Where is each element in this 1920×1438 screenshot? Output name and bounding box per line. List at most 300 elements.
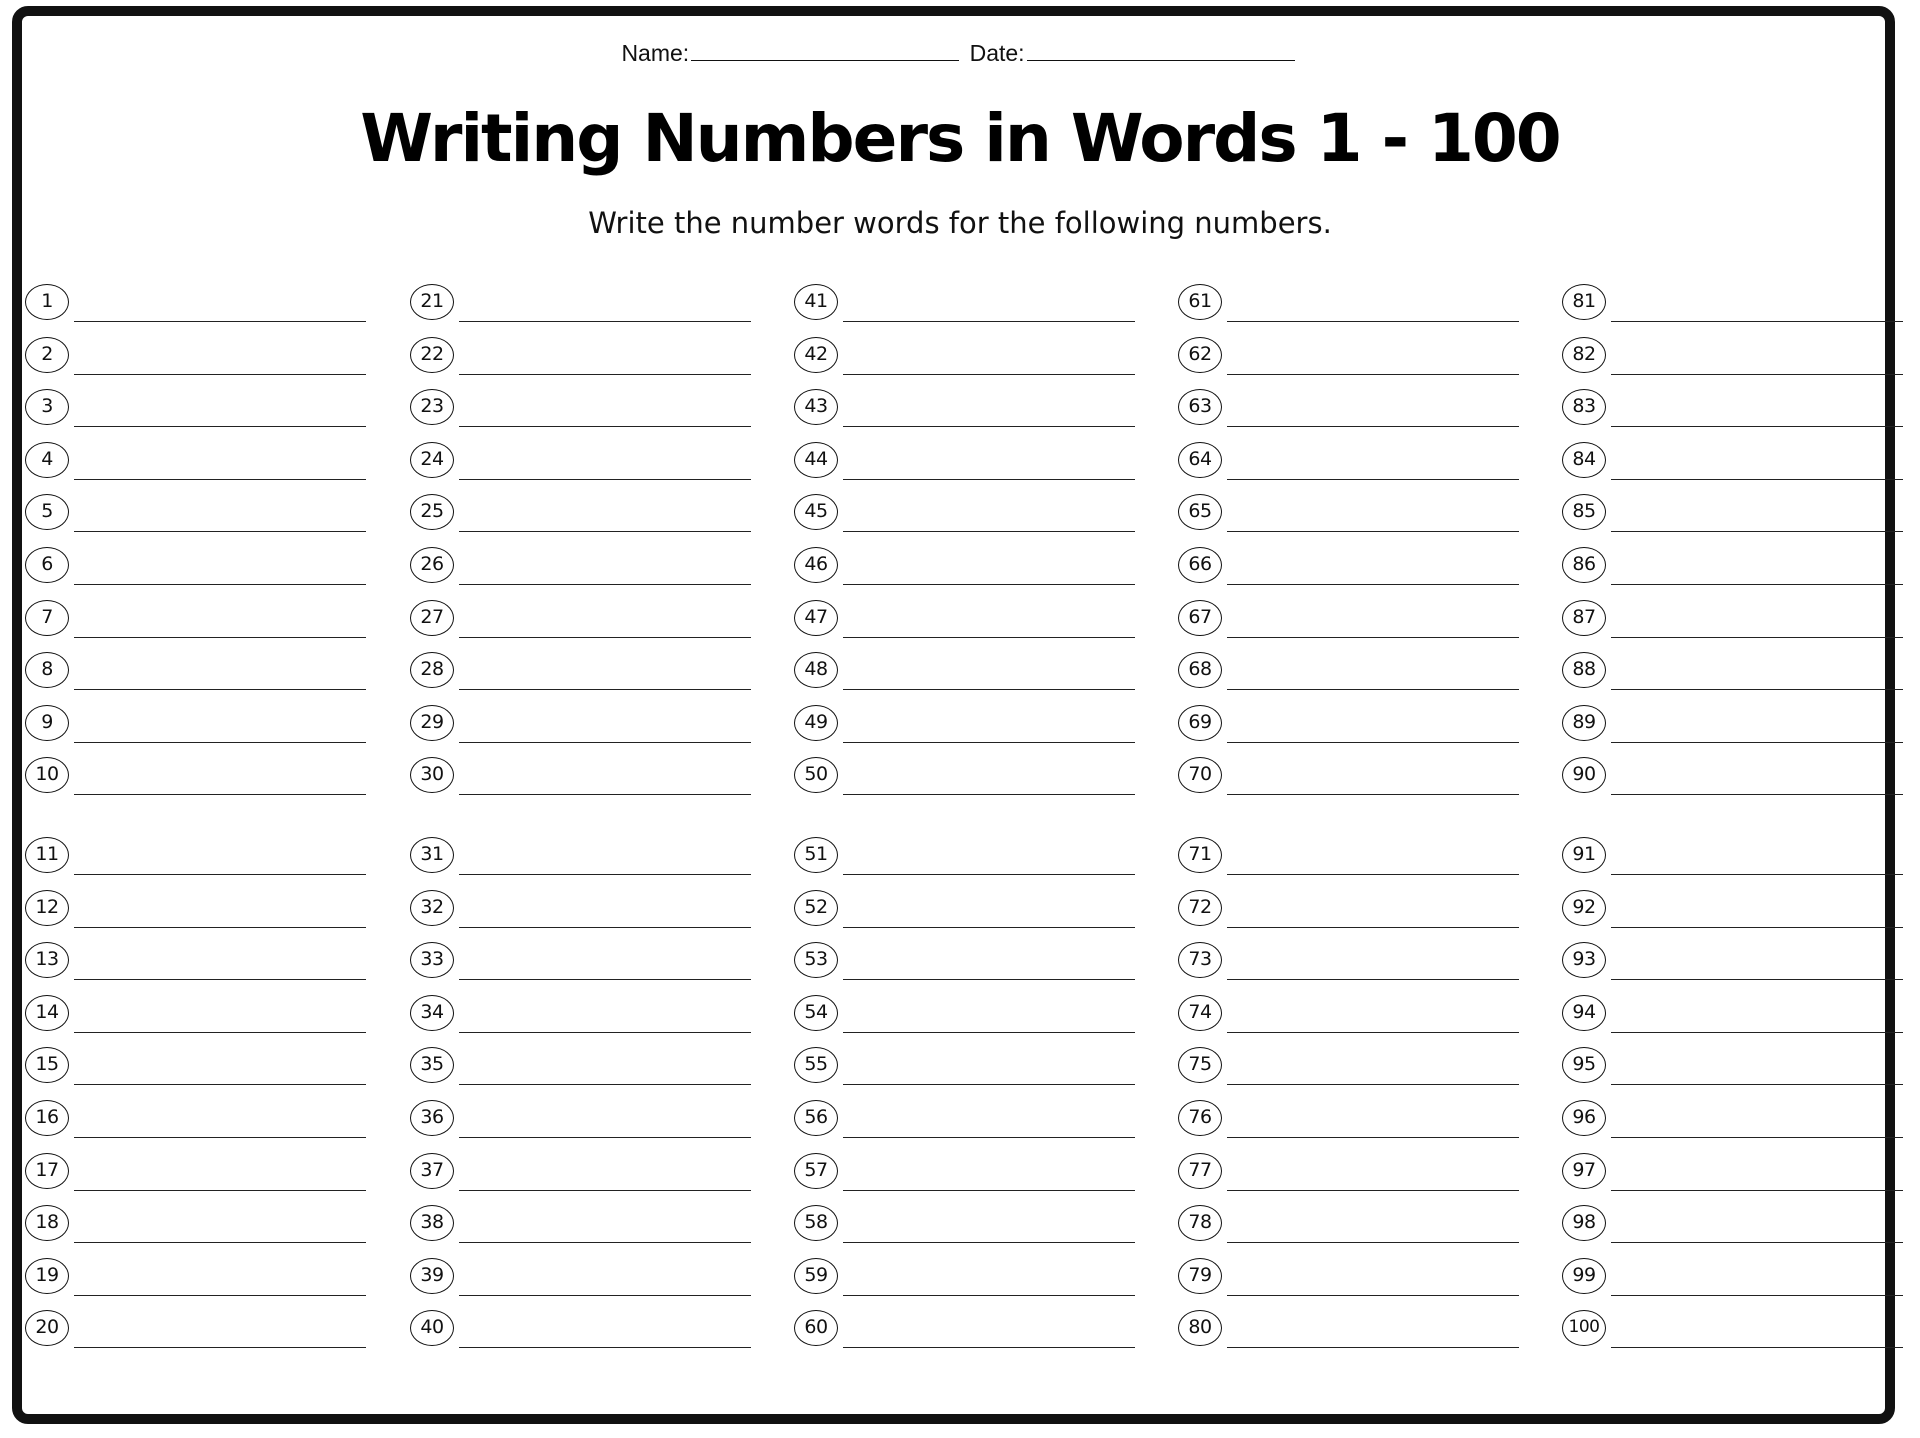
number-row [410, 492, 755, 545]
number-circle: 29 [410, 705, 454, 741]
number-row [1562, 1203, 1907, 1256]
answer-line[interactable] [459, 1347, 751, 1348]
number-circle: 69 [1178, 705, 1222, 741]
number-row [25, 888, 370, 941]
number-circle: 22 [410, 337, 454, 373]
number-row [794, 755, 1139, 808]
number-circle: 11 [25, 837, 69, 873]
number-row [1562, 888, 1907, 941]
number-row [1178, 835, 1523, 888]
number-row [410, 335, 755, 388]
number-circle: 78 [1178, 1205, 1222, 1241]
number-row [25, 387, 370, 440]
answer-line[interactable] [1227, 637, 1519, 638]
answer-line[interactable] [1611, 1295, 1903, 1296]
number-circle: 21 [410, 284, 454, 320]
answer-line[interactable] [1611, 1190, 1903, 1191]
answer-line[interactable] [843, 874, 1135, 875]
number-row [25, 1203, 370, 1256]
answer-line[interactable] [843, 1137, 1135, 1138]
number-circle: 48 [794, 652, 838, 688]
answer-line[interactable] [843, 1242, 1135, 1243]
answer-line[interactable] [1611, 1084, 1903, 1085]
number-row [1562, 1098, 1907, 1151]
answer-line[interactable] [843, 1190, 1135, 1191]
number-row [25, 440, 370, 493]
number-row [410, 835, 755, 888]
number-row [1562, 650, 1907, 703]
number-row [1178, 335, 1523, 388]
answer-line[interactable] [843, 1295, 1135, 1296]
number-row [25, 703, 370, 756]
number-circle: 79 [1178, 1258, 1222, 1294]
answer-line[interactable] [1227, 1295, 1519, 1296]
answer-line[interactable] [1611, 794, 1903, 795]
answer-line[interactable] [459, 479, 751, 480]
number-circle: 90 [1562, 757, 1606, 793]
answer-line[interactable] [74, 584, 366, 585]
number-row [794, 1098, 1139, 1151]
answer-line[interactable] [74, 1032, 366, 1033]
answer-line[interactable] [843, 927, 1135, 928]
number-row [410, 387, 755, 440]
number-row [25, 335, 370, 388]
number-circle: 98 [1562, 1205, 1606, 1241]
number-circle: 58 [794, 1205, 838, 1241]
number-row [794, 940, 1139, 993]
number-row [794, 1308, 1139, 1361]
number-circle: 56 [794, 1100, 838, 1136]
number-row [1178, 888, 1523, 941]
number-row [1562, 1045, 1907, 1098]
answer-line[interactable] [74, 1084, 366, 1085]
answer-line[interactable] [74, 979, 366, 980]
number-circle: 52 [794, 890, 838, 926]
answer-line[interactable] [459, 321, 751, 322]
number-circle: 39 [410, 1258, 454, 1294]
number-row [1178, 545, 1523, 598]
answer-line[interactable] [459, 637, 751, 638]
number-circle: 42 [794, 337, 838, 373]
answer-line[interactable] [843, 979, 1135, 980]
number-row [794, 993, 1139, 1046]
number-row [25, 545, 370, 598]
number-circle: 61 [1178, 284, 1222, 320]
number-circle: 17 [25, 1153, 69, 1189]
number-row [1178, 940, 1523, 993]
number-row [1178, 1308, 1523, 1361]
answer-line[interactable] [843, 1347, 1135, 1348]
number-circle: 88 [1562, 652, 1606, 688]
instructions: Write the number words for the following numbers. [588, 206, 1332, 240]
number-row [1178, 440, 1523, 493]
name-date-header [0, 40, 1920, 67]
number-row [794, 888, 1139, 941]
number-circle: 10 [25, 757, 69, 793]
number-circle: 7 [25, 600, 69, 636]
number-circle: 63 [1178, 389, 1222, 425]
number-row [794, 703, 1139, 756]
number-circle: 65 [1178, 494, 1222, 530]
answer-line[interactable] [843, 426, 1135, 427]
number-circle: 27 [410, 600, 454, 636]
number-row [794, 1151, 1139, 1204]
answer-line[interactable] [1227, 1190, 1519, 1191]
answer-line[interactable] [1611, 927, 1903, 928]
answer-line[interactable] [459, 1032, 751, 1033]
answer-line[interactable] [74, 426, 366, 427]
answer-line[interactable] [1611, 1137, 1903, 1138]
number-circle: 35 [410, 1047, 454, 1083]
number-circle: 46 [794, 547, 838, 583]
answer-line[interactable] [1227, 426, 1519, 427]
number-row [1178, 1256, 1523, 1309]
answer-line[interactable] [1227, 479, 1519, 480]
number-circle: 44 [794, 442, 838, 478]
number-circle: 95 [1562, 1047, 1606, 1083]
answer-line[interactable] [459, 1190, 751, 1191]
answer-line[interactable] [74, 874, 366, 875]
number-row [1178, 755, 1523, 808]
number-circle: 97 [1562, 1153, 1606, 1189]
number-row [410, 1308, 755, 1361]
number-row [1562, 440, 1907, 493]
answer-line[interactable] [1227, 1347, 1519, 1348]
number-row [794, 492, 1139, 545]
number-circle: 18 [25, 1205, 69, 1241]
number-row [410, 282, 755, 335]
number-row [25, 940, 370, 993]
number-circle: 62 [1178, 337, 1222, 373]
number-circle: 4 [25, 442, 69, 478]
answer-line[interactable] [74, 1295, 366, 1296]
answer-line[interactable] [459, 426, 751, 427]
number-column [25, 282, 370, 1361]
number-circle: 71 [1178, 837, 1222, 873]
number-row [1562, 492, 1907, 545]
page-title: Writing Numbers in Words 1 - 100 [360, 100, 1560, 177]
number-circle: 91 [1562, 837, 1606, 873]
number-row [794, 545, 1139, 598]
number-circle: 33 [410, 942, 454, 978]
answer-line[interactable] [1227, 321, 1519, 322]
number-circle: 50 [794, 757, 838, 793]
answer-line[interactable] [1611, 584, 1903, 585]
number-circle: 73 [1178, 942, 1222, 978]
number-circle: 15 [25, 1047, 69, 1083]
number-row [1178, 650, 1523, 703]
number-row [1178, 598, 1523, 651]
answer-line[interactable] [459, 531, 751, 532]
answer-line[interactable] [74, 689, 366, 690]
number-column [794, 282, 1139, 1361]
answer-line[interactable] [1611, 979, 1903, 980]
number-circle: 9 [25, 705, 69, 741]
number-row [1562, 835, 1907, 888]
number-row [25, 755, 370, 808]
answer-line[interactable] [1227, 374, 1519, 375]
number-circle: 19 [25, 1258, 69, 1294]
number-circle: 76 [1178, 1100, 1222, 1136]
number-circle: 55 [794, 1047, 838, 1083]
answer-line[interactable] [843, 479, 1135, 480]
answer-line[interactable] [1227, 979, 1519, 980]
number-circle: 6 [25, 547, 69, 583]
answer-line[interactable] [843, 374, 1135, 375]
number-circle: 86 [1562, 547, 1606, 583]
answer-line[interactable] [1611, 426, 1903, 427]
number-circle: 43 [794, 389, 838, 425]
number-circle: 41 [794, 284, 838, 320]
name-label: Name: [621, 40, 690, 66]
answer-line[interactable] [1611, 1032, 1903, 1033]
number-row [1562, 755, 1907, 808]
answer-line[interactable] [459, 794, 751, 795]
number-row [410, 888, 755, 941]
number-row [410, 1045, 755, 1098]
answer-line[interactable] [1227, 1032, 1519, 1033]
answer-line[interactable] [74, 479, 366, 480]
answer-line[interactable] [74, 742, 366, 743]
number-circle: 57 [794, 1153, 838, 1189]
number-circle: 87 [1562, 600, 1606, 636]
number-row [1178, 1151, 1523, 1204]
number-row [1562, 545, 1907, 598]
number-circle: 83 [1562, 389, 1606, 425]
number-circle: 25 [410, 494, 454, 530]
answer-line[interactable] [843, 742, 1135, 743]
answer-line[interactable] [459, 584, 751, 585]
number-circle: 99 [1562, 1258, 1606, 1294]
number-row [410, 440, 755, 493]
number-row [794, 650, 1139, 703]
answer-line[interactable] [1611, 531, 1903, 532]
answer-line[interactable] [1227, 689, 1519, 690]
number-row [410, 545, 755, 598]
answer-line[interactable] [843, 1032, 1135, 1033]
number-circle: 38 [410, 1205, 454, 1241]
number-circle: 75 [1178, 1047, 1222, 1083]
number-circle: 23 [410, 389, 454, 425]
number-row [1562, 1256, 1907, 1309]
number-row [25, 1256, 370, 1309]
number-circle: 100 [1562, 1310, 1606, 1346]
number-row [410, 940, 755, 993]
answer-line[interactable] [843, 1084, 1135, 1085]
answer-line[interactable] [459, 1084, 751, 1085]
number-row [1562, 703, 1907, 756]
number-circle: 89 [1562, 705, 1606, 741]
number-circle: 14 [25, 995, 69, 1031]
answer-line[interactable] [1611, 1242, 1903, 1243]
number-row [410, 993, 755, 1046]
number-row [25, 492, 370, 545]
answer-line[interactable] [1611, 321, 1903, 322]
number-row [794, 598, 1139, 651]
number-circle: 77 [1178, 1153, 1222, 1189]
number-row [410, 1203, 755, 1256]
answer-line[interactable] [74, 374, 366, 375]
number-circle: 96 [1562, 1100, 1606, 1136]
answer-line[interactable] [74, 637, 366, 638]
answer-line[interactable] [1611, 874, 1903, 875]
number-row [25, 1151, 370, 1204]
number-circle: 30 [410, 757, 454, 793]
answer-line[interactable] [1611, 689, 1903, 690]
answer-line[interactable] [74, 1190, 366, 1191]
answer-line[interactable] [1227, 874, 1519, 875]
answer-line[interactable] [74, 1242, 366, 1243]
number-circle: 68 [1178, 652, 1222, 688]
number-row [410, 703, 755, 756]
answer-line[interactable] [1227, 794, 1519, 795]
number-circle: 2 [25, 337, 69, 373]
number-row [25, 598, 370, 651]
answer-line[interactable] [1227, 584, 1519, 585]
number-circle: 26 [410, 547, 454, 583]
number-row [1562, 993, 1907, 1046]
answer-line[interactable] [843, 584, 1135, 585]
number-circle: 20 [25, 1310, 69, 1346]
answer-line[interactable] [843, 637, 1135, 638]
number-circle: 8 [25, 652, 69, 688]
answer-line[interactable] [843, 794, 1135, 795]
name-blank-line[interactable] [691, 40, 959, 61]
number-row [1562, 940, 1907, 993]
number-column [1562, 282, 1907, 1361]
number-row [25, 993, 370, 1046]
number-row [1178, 387, 1523, 440]
number-circle: 82 [1562, 337, 1606, 373]
answer-line[interactable] [1227, 742, 1519, 743]
answer-line[interactable] [74, 321, 366, 322]
number-circle: 72 [1178, 890, 1222, 926]
number-row [1178, 1045, 1523, 1098]
number-circle: 49 [794, 705, 838, 741]
number-row [410, 755, 755, 808]
answer-line[interactable] [459, 374, 751, 375]
number-circle: 94 [1562, 995, 1606, 1031]
answer-line[interactable] [74, 1137, 366, 1138]
number-circle: 74 [1178, 995, 1222, 1031]
answer-line[interactable] [459, 1295, 751, 1296]
number-row [1178, 1203, 1523, 1256]
number-row [1178, 492, 1523, 545]
number-row [1178, 703, 1523, 756]
number-row [25, 1045, 370, 1098]
answer-line[interactable] [843, 531, 1135, 532]
number-row [794, 1203, 1139, 1256]
number-circle: 60 [794, 1310, 838, 1346]
number-circle: 92 [1562, 890, 1606, 926]
answer-line[interactable] [74, 927, 366, 928]
number-row [1562, 282, 1907, 335]
answer-line[interactable] [459, 1137, 751, 1138]
answer-line[interactable] [1227, 531, 1519, 532]
number-row [25, 1098, 370, 1151]
answer-line[interactable] [1611, 374, 1903, 375]
number-circle: 51 [794, 837, 838, 873]
number-row [410, 1151, 755, 1204]
answer-line[interactable] [1227, 1084, 1519, 1085]
number-circle: 70 [1178, 757, 1222, 793]
answer-line[interactable] [843, 689, 1135, 690]
answer-line[interactable] [843, 321, 1135, 322]
number-circle: 45 [794, 494, 838, 530]
answer-line[interactable] [1611, 742, 1903, 743]
number-row [410, 650, 755, 703]
answer-line[interactable] [1611, 637, 1903, 638]
number-circle: 84 [1562, 442, 1606, 478]
answer-line[interactable] [459, 689, 751, 690]
number-row [1562, 598, 1907, 651]
answer-line[interactable] [459, 979, 751, 980]
number-circle: 93 [1562, 942, 1606, 978]
number-circle: 59 [794, 1258, 838, 1294]
number-row [25, 650, 370, 703]
number-row [794, 335, 1139, 388]
number-row [1562, 335, 1907, 388]
answer-line[interactable] [1611, 479, 1903, 480]
number-circle: 13 [25, 942, 69, 978]
answer-line[interactable] [459, 874, 751, 875]
answer-line[interactable] [459, 1242, 751, 1243]
number-row [794, 440, 1139, 493]
number-circle: 34 [410, 995, 454, 1031]
answer-line[interactable] [74, 794, 366, 795]
number-row [410, 1256, 755, 1309]
number-row [410, 598, 755, 651]
number-circle: 24 [410, 442, 454, 478]
number-row [794, 282, 1139, 335]
answer-line[interactable] [459, 742, 751, 743]
number-circle: 37 [410, 1153, 454, 1189]
number-row [1562, 387, 1907, 440]
number-row [1178, 282, 1523, 335]
number-circle: 31 [410, 837, 454, 873]
number-row [1178, 993, 1523, 1046]
answer-line[interactable] [74, 531, 366, 532]
date-blank-line[interactable] [1027, 40, 1295, 61]
number-circle: 36 [410, 1100, 454, 1136]
answer-line[interactable] [1227, 927, 1519, 928]
number-circle: 53 [794, 942, 838, 978]
number-circle: 47 [794, 600, 838, 636]
number-row [25, 1308, 370, 1361]
number-circle: 64 [1178, 442, 1222, 478]
answer-line[interactable] [1611, 1347, 1903, 1348]
number-row [794, 387, 1139, 440]
number-row [794, 1256, 1139, 1309]
number-circle: 81 [1562, 284, 1606, 320]
answer-line[interactable] [1227, 1242, 1519, 1243]
number-circle: 80 [1178, 1310, 1222, 1346]
number-circle: 85 [1562, 494, 1606, 530]
number-row [794, 835, 1139, 888]
number-circle: 12 [25, 890, 69, 926]
answer-line[interactable] [74, 1347, 366, 1348]
answer-line[interactable] [459, 927, 751, 928]
number-circle: 32 [410, 890, 454, 926]
number-column [410, 282, 755, 1361]
number-row [410, 1098, 755, 1151]
answer-line[interactable] [1227, 1137, 1519, 1138]
number-column [1178, 282, 1523, 1361]
date-label: Date: [969, 40, 1025, 66]
number-row [794, 1045, 1139, 1098]
number-circle: 1 [25, 284, 69, 320]
number-circle: 3 [25, 389, 69, 425]
